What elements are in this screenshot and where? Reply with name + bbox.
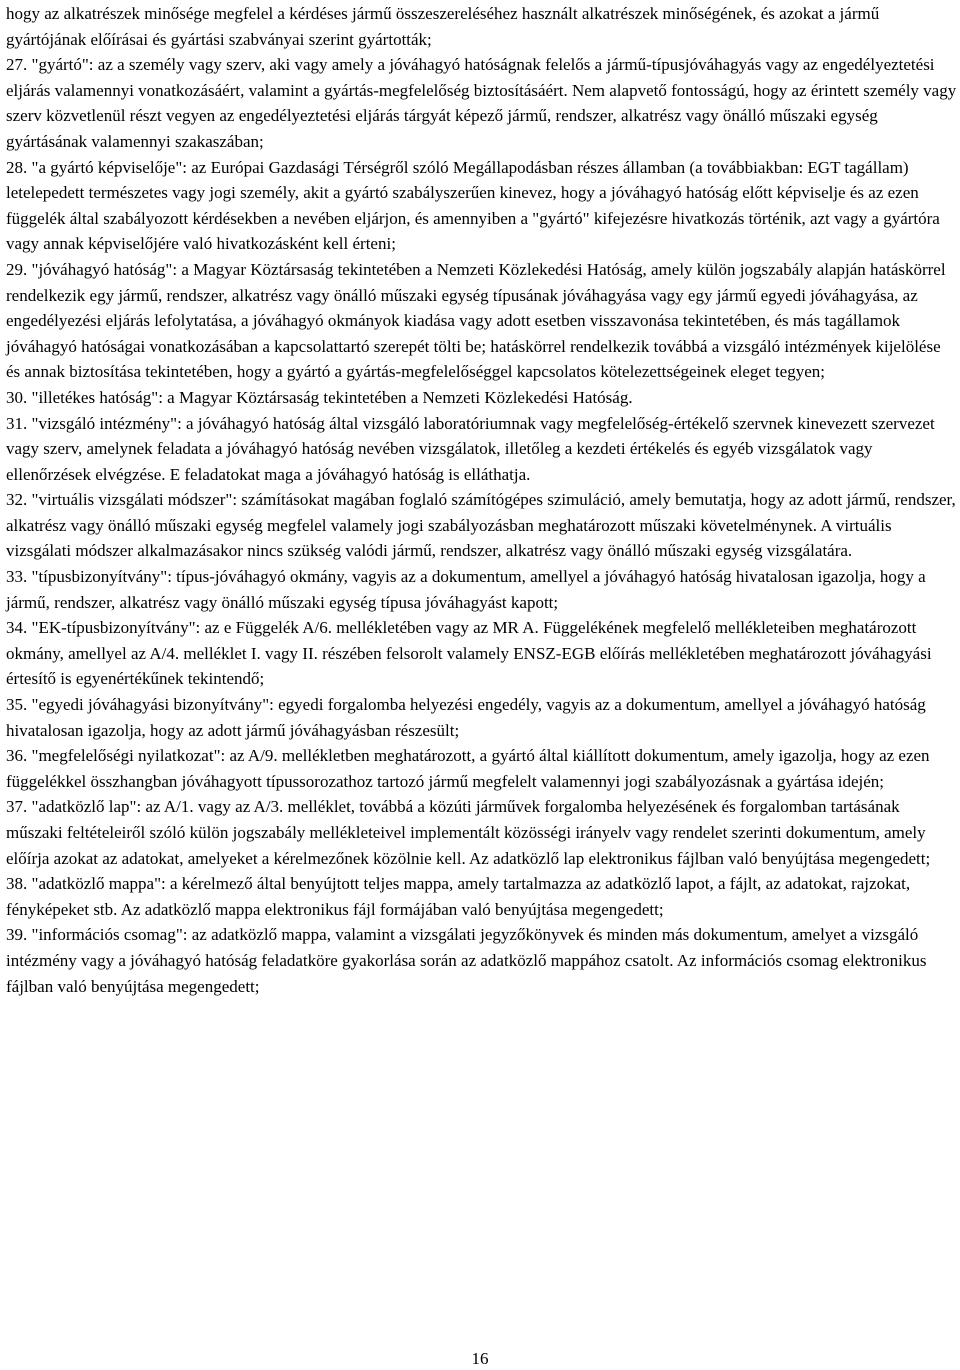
definition-28-gyarto-kepviseloje: 28. "a gyártó képviselője": az Európai Gazdasági Térségről szóló Megállapodásban részes államban (a továbbiakban: EGT tagállam) letelepedett természetes vagy jogi személy, akit a gyártó szabályszerűen kinevez, hogy a jóváhagyó hatóság előtt képviselje és az ezen függelék által szabályozott kérdésekben a nevében eljárjon, és amennyiben a "gyártó" kifejezésre hivatkozás történik, azt vagy a gyártóra vagy annak képviselőjére való hivatkozásként kell érteni; — [6, 157, 940, 254]
definition-34-ek-tipusbizonyitvany: 34. "EK-típusbizonyítvány": az e Függelék A/6. mellékletében vagy az MR A. Függelékének megfelelő mellékleteiben meghatározott okmány, amellyel az A/4. melléklet I. vagy II. részében felsorolt valamely ENSZ-EGB előírás mellékletében meghatározott jóváhagyási értesítő is egyenértékűnek tekintendő; — [6, 618, 932, 689]
paragraph-continuation: hogy az alkatrészek minősége megfelel a kérdéses jármű összeszereléséhez használt alkatrészek minőségének, és azokat a jármű gyártójának előírásai és gyártási szabványai szerint gyártották; — [6, 4, 880, 49]
definition-36-megfelelosegi-nyilatkozat: 36. "megfelelőségi nyilatkozat": az A/9. mellékletben meghatározott, a gyártó által kiállított dokumentum, amely igazolja, hogy az ezen függelékkel összhangban jóváhagyott típussorozathoz tartozó jármű megfelelt valamennyi jogi szabályozásnak a gyártása idején; — [6, 746, 930, 791]
document-body — [6, 1, 958, 999]
definition-39-informacios-csomag: 39. "információs csomag": az adatközlő mappa, valamint a vizsgálati jegyzőkönyvek és minden más dokumentum, amelyet a vizsgáló intézmény vagy a jóváhagyó hatóság feladatköre gyakorlása során az adatközlő mappához csatolt. Az információs csomag elektronikus fájlban való benyújtása megengedett; — [6, 925, 927, 996]
definition-33-tipusbizonyitvany: 33. "típusbizonyítvány": típus-jóváhagyó okmány, vagyis az a dokumentum, amellyel a jóváhagyó hatóság hivatalosan igazolja, hogy a jármű, rendszer, alkatrész vagy önálló műszaki egység típusa jóváhagyást kapott; — [6, 567, 926, 612]
page-number: 16 — [471, 1349, 489, 1368]
definition-38-adatkozlo-mappa: 38. "adatközlő mappa": a kérelmező által benyújtott teljes mappa, amely tartalmazza az adatközlő lapot, a fájlt, az adatokat, rajzokat, fényképeket stb. Az adatközlő mappa elektronikus fájl formájában való benyújtása megengedett; — [6, 874, 911, 919]
definition-32-virtualis-vizsgalati-modszer: 32. "virtuális vizsgálati módszer": számításokat magában foglaló számítógépes szimuláció, amely bemutatja, hogy az adott jármű, rendszer, alkatrész vagy önálló műszaki egység megfelel valamely jogi szabályozásban meghatározott műszaki követelménynek. A virtuális vizsgálati módszer alkalmazásakor nincs szükség valódi jármű, rendszer, alkatrész vagy önálló műszaki egység vizsgálatára. — [6, 490, 956, 561]
definition-29-jovahagyo-hatosag: 29. "jóváhagyó hatóság": a Magyar Köztársaság tekintetében a Nemzeti Közlekedési Hatóság, amely külön jogszabály alapján hatáskörrel rendelkezik egy jármű, rendszer, alkatrész vagy önálló műszaki egység típusának jóváhagyása vagy egy jármű egyedi jóváhagyása, az engedélyezési eljárás lefolytatása, a jóváhagyó okmányok kiadása vagy adott esetben visszavonása tekintetében, és más tagállamok jóváhagyó hatóságai vonatkozásában a kapcsolattartó szerepét tölti be; hatáskörrel rendelkezik továbbá a vizsgáló intézmények kijelölése és annak biztosítása tekintetében, hogy a gyártó a gyártás-megfelelőséggel kapcsolatos kötelezettségeinek eleget tegyen; — [6, 259, 946, 382]
definition-30-illetekes-hatosag: 30. "illetékes hatóság": a Magyar Köztársaság tekintetében a Nemzeti Közlekedési Hatóság. — [6, 387, 633, 407]
definition-37-adatkozlo-lap: 37. "adatközlő lap": az A/1. vagy az A/3. melléklet, továbbá a közúti járművek forgalomba helyezésének és forgalomban tartásának műszaki feltételeiről szóló külön jogszabály mellékleteivel implementált közösségi irányelv vagy rendelet szerinti dokumentum, amely előírja azokat az adatokat, amelyeket a kérelmezőnek közölnie kell. Az adatközlő lap elektronikus fájlban való benyújtása megengedett; — [6, 797, 931, 868]
definition-27-gyarto: 27. "gyártó": az a személy vagy szerv, aki vagy amely a jóváhagyó hatóságnak felelős a jármű-típusjóváhagyás vagy az engedélyeztetési eljárás valamennyi vonatkozásáért, valamint a gyártás-megfelelőség biztosításáért. Nem alapvető fontosságú, hogy az érintett személy vagy szerv közvetlenül részt vegyen az engedélyeztetési eljárás tárgyát képező jármű, rendszer, alkatrész vagy önálló műszaki egység gyártásának valamennyi szakaszában; — [6, 55, 957, 151]
definition-35-egyedi-jovahagyasi-bizonyitvany: 35. "egyedi jóváhagyási bizonyítvány": egyedi forgalomba helyezési engedély, vagyis az a dokumentum, amellyel a jóváhagyó hatóság hivatalosan igazolja, hogy az adott jármű jóváhagyásban részesült; — [6, 695, 926, 740]
definition-31-vizsgalo-intezmeny: 31. "vizsgáló intézmény": a jóváhagyó hatóság által vizsgáló laboratóriumnak vagy megfelelőség-értékelő szervnek kinevezett szervezet vagy szerv, amelynek feladata a jóváhagyó hatóság nevében vizsgálatok, illetőleg a kezdeti értékelés és egyéb vizsgálatok vagy ellenőrzések elvégzése. E feladatokat maga a jóváhagyó hatóság is elláthatja. — [6, 413, 935, 484]
